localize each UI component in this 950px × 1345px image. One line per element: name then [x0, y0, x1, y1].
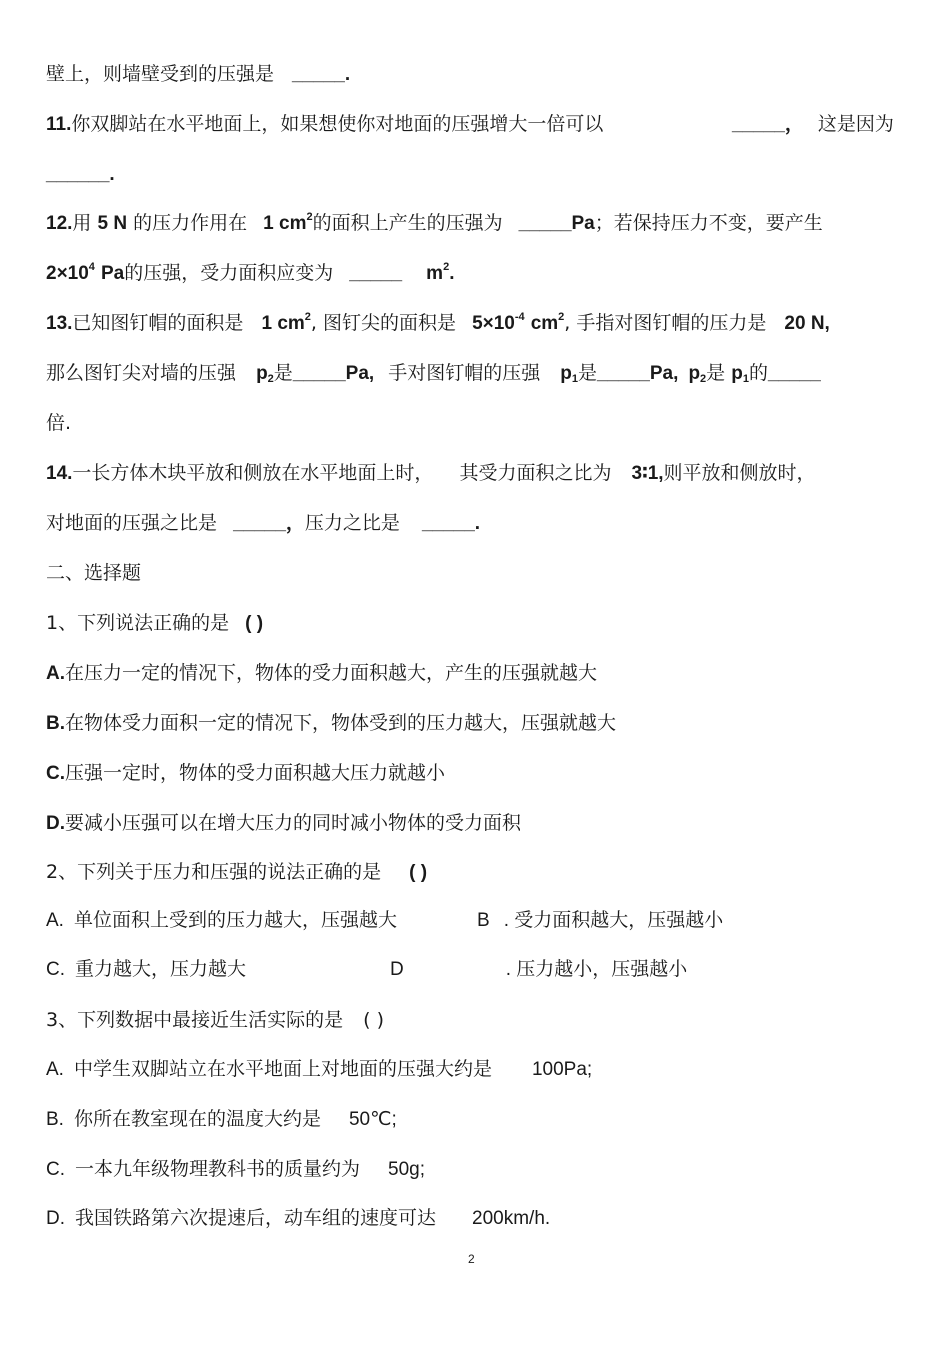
mc2-option-d: D . 压力越小，压强越小: [390, 959, 688, 980]
mc1-option-c: C.压强一定时，物体的受力面积越大压力就越小: [46, 762, 446, 784]
page-number: 2: [468, 1252, 475, 1266]
mc2-option-c: C. 重力越大，压力越大: [46, 959, 247, 980]
mc-question-2: 2、下列关于压力和压强的说法正确的是 ( ): [46, 861, 428, 883]
mc3-option-b: B. 你所在教室现在的温度大约是 50℃;: [46, 1109, 397, 1130]
question-11: 11.你双脚站在水平地面上，如果想使你对地面的压强增大一倍可以: [46, 113, 604, 135]
mc-question-3: 3、下列数据中最接近生活实际的是 ( ): [46, 1009, 385, 1031]
question-13-line3: 倍.: [46, 412, 72, 434]
question-12-line2: $2\times 10^4$ Pa的压强，受力面积应变为 _____ $m^2$.: [46, 261, 455, 284]
question-14: 14.一长方体木块平放和侧放在水平地面上时， 其受力面积之比为 3∶1,则平放和侧放时，: [46, 462, 816, 484]
mc2-option-b: B . 受力面积越大，压强越小: [477, 910, 724, 931]
question-12: 12.用 5 N 的压力作用在 1 $cm^2$的面积上产生的压强为 _____Pa；若保持压力不变，要产生: [46, 211, 823, 234]
mc1-option-b: B.在物体受力面积一定的情况下，物体受到的压力越大，压强就越大: [46, 712, 617, 734]
question-14-line2: 对地面的压强之比是 _____，压力之比是 _____.: [46, 512, 481, 534]
q11-reason-blank: ______.: [46, 164, 115, 185]
q10-continuation: 壁上，则墙壁受到的压强是 _____.: [46, 63, 351, 85]
mc-question-1: 1、下列说法正确的是 ( ): [46, 612, 264, 634]
mc1-option-a: A.在压力一定的情况下，物体的受力面积越大，产生的压强就越大: [46, 662, 598, 684]
question-13: 13.已知图钉帽的面积是 1 $cm^2$, 图钉尖的面积是 $5\times 10^{-4}$ $cm^2$, 手指对图钉帽的压力是 20 N,: [46, 311, 830, 334]
question-13-line2: 那么图钉尖对墙的压强 $p_2$是_____Pa, 手对图钉帽的压强 $p_1$是_____Pa, $p_2$是 $p_1$的_____: [46, 362, 821, 385]
mc1-option-d: D.要减小压强可以在增大压力的同时减小物体的受力面积: [46, 812, 522, 834]
mc3-option-a: A. 中学生双脚站立在水平地面上对地面的压强大约是 100Pa;: [46, 1059, 593, 1080]
mc3-option-d: D. 我国铁路第六次提速后，动车组的速度可达 200km/h.: [46, 1208, 551, 1229]
mc3-option-c: C. 一本九年级物理教科书的质量约为 50g;: [46, 1159, 425, 1180]
section-heading: 二、选择题: [46, 562, 142, 584]
mc2-option-a: A. 单位面积上受到的压力越大，压强越大: [46, 910, 397, 931]
q11-answer-blank: _____， 这是因为: [732, 113, 894, 135]
